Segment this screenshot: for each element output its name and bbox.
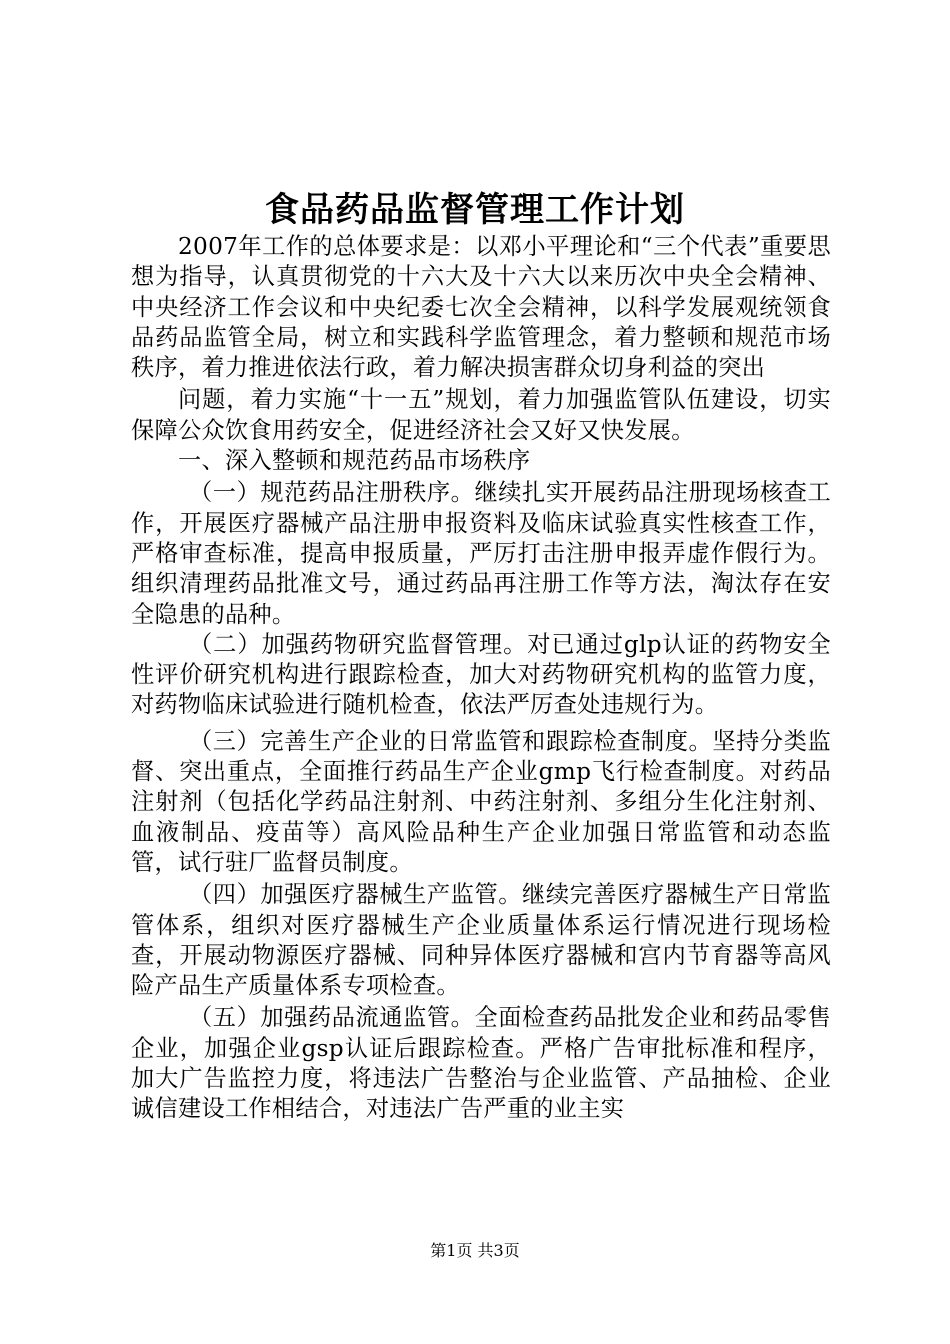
document-title: 食品药品监督管理工作计划	[265, 190, 685, 230]
paragraph-item-2: （二）加强药物研究监督管理。对已通过glp认证的药物安全性评价研究机构进行跟踪检查，加大对药物研究机构的监管力度，对药物临床试验进行随机检查，依法严厉查处违规行为。	[131, 630, 831, 719]
paragraph-general-requirements: 2007年工作的总体要求是：以邓小平理论和“三个代表”重要思想为指导，认真贯彻党的十六大及十六大以来历次中央全会精神、中央经济工作会议和中央纪委七次全会精神，以科学发展观统领食品药品监管全局，树立和实践科学监管理念，着力整顿和规范市场秩序，着力推进依法行政，着力解决损害群众切身利益的突出	[131, 233, 831, 382]
paragraph-item-1: （一）规范药品注册秩序。继续扎实开展药品注册现场核查工作，开展医疗器械产品注册申报资料及临床试验真实性核查工作，严格审查标准，提高申报质量，严厉打击注册申报弄虚作假行为。组织清理药品批准文号，通过药品再注册工作等方法，淘汰存在安全隐患的品种。	[131, 479, 831, 628]
page-number-footer: 第1页 共3页	[430, 1241, 520, 1260]
paragraph-item-5: （五）加强药品流通监管。全面检查药品批发企业和药品零售企业，加强企业gsp认证后跟踪检查。严格广告审批标准和程序，加大广告监控力度，将违法广告整治与企业监管、产品抽检、企业诚信建设工作相结合，对违法广告严重的业主实	[131, 1004, 831, 1123]
section-heading-1: 一、深入整顿和规范药品市场秩序	[178, 447, 531, 475]
paragraph-continuation: 问题，着力实施“十一五”规划，着力加强监管队伍建设，切实保障公众饮食用药安全，促进经济社会又好又快发展。	[131, 386, 831, 444]
paragraph-item-3: （三）完善生产企业的日常监管和跟踪检查制度。坚持分类监督、突出重点，全面推行药品生产企业gmp飞行检查制度。对药品注射剂（包括化学药品注射剂、中药注射剂、多组分生化注射剂、血液制品、疫苗等）高风险品种生产企业加强日常监管和动态监管，试行驻厂监督员制度。	[131, 727, 831, 876]
paragraph-item-4: （四）加强医疗器械生产监管。继续完善医疗器械生产日常监管体系，组织对医疗器械生产企业质量体系运行情况进行现场检查，开展动物源医疗器械、同种异体医疗器械和宫内节育器等高风险产品生产质量体系专项检查。	[131, 881, 831, 1000]
document-body	[131, 232, 831, 1125]
